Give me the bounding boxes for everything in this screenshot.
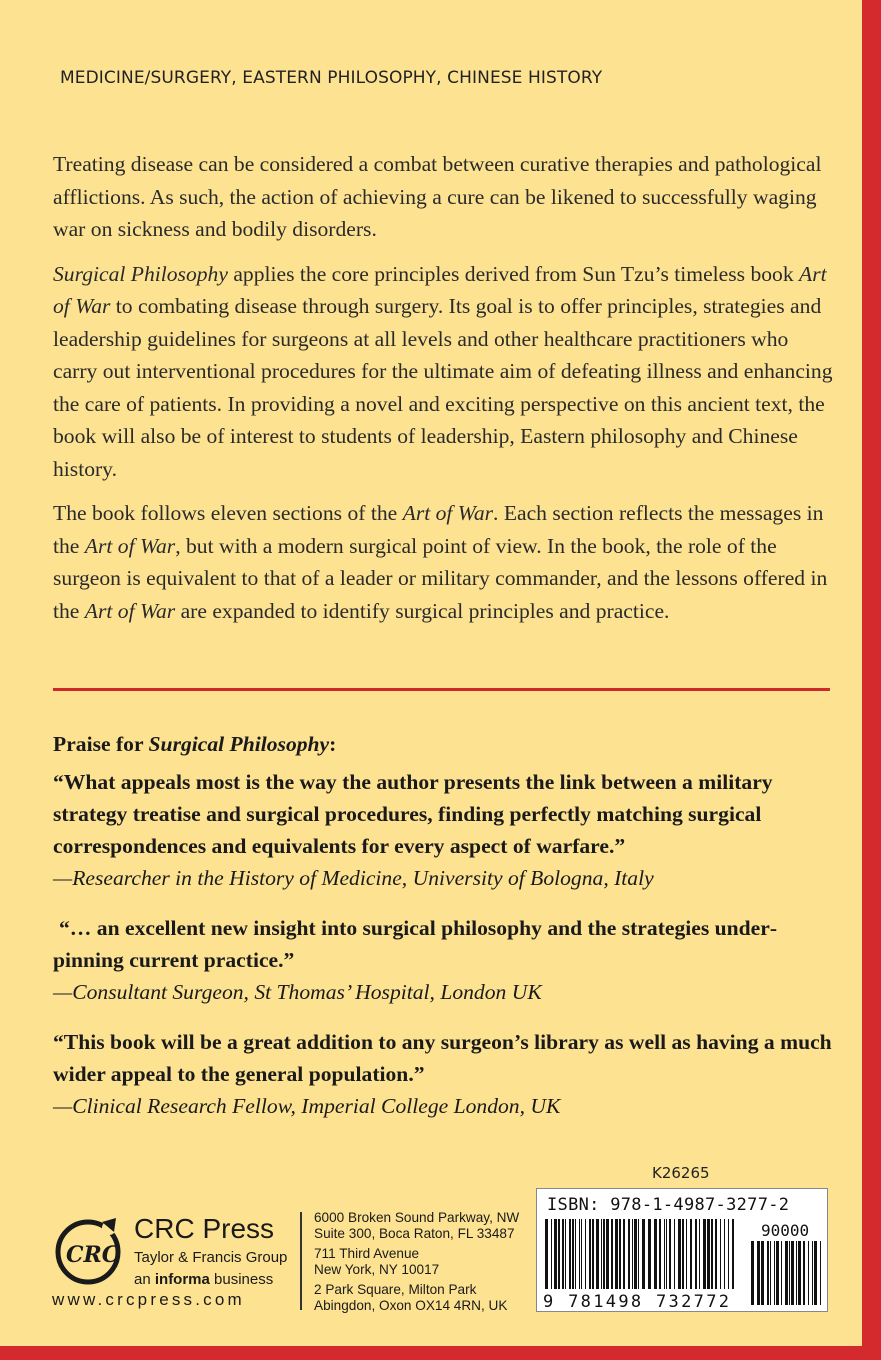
barcode-bar [812,1241,813,1305]
barcode-bar [589,1219,591,1289]
barcode-bar [791,1241,794,1305]
barcode-bar [711,1219,713,1289]
barcode-bar [659,1219,661,1289]
barcode-bar [757,1241,760,1305]
barcode-bar [551,1219,552,1289]
barcode-bar [554,1219,557,1289]
barcode-bar [720,1219,721,1289]
address-block: 6000 Broken Sound Parkway, NW Suite 300, Boca Raton, FL 33487 [314,1210,520,1241]
praise-quote [53,1026,833,1122]
barcode-bar [796,1241,797,1305]
barcode-bar [628,1219,630,1289]
barcode-bar [562,1219,564,1289]
barcode-bar [808,1241,809,1305]
address-block: 2 Park Square, Milton Park Abingdon, Oxon OX14 4RN, UK [314,1282,508,1313]
barcode-bar [581,1219,582,1289]
barcode-bar [678,1219,681,1289]
barcode-bar [545,1219,548,1289]
barcode-bar [732,1219,734,1289]
barcode-bar [592,1219,594,1289]
barcode-bar [814,1241,817,1305]
barcode-bar [601,1219,602,1289]
barcode-bar [603,1219,605,1289]
barcode-bar [703,1219,706,1289]
praise-heading: Praise for Surgical Philosophy: [53,732,337,756]
barcode-bar [569,1219,571,1289]
publisher-brand [134,1214,287,1291]
barcode-bar [767,1241,769,1305]
barcode-bar [715,1219,717,1289]
barcode-bar [632,1219,633,1289]
barcode-bar [666,1219,667,1289]
quote-source: —Clinical Research Fellow, Imperial College London, UK [53,1094,561,1118]
barcode-bar [619,1219,621,1289]
publisher-group: Taylor & Francis Group [134,1249,288,1266]
address-block: 711 Third Avenue New York, NY 10017 [314,1246,440,1277]
publisher-business: an informa business [134,1271,274,1288]
barcode-bar [638,1219,639,1289]
barcode-addon-bars [751,1241,821,1305]
blurb [53,148,833,639]
barcode-bar [751,1241,754,1305]
praise-section [53,728,833,1140]
isbn-barcode [536,1188,828,1312]
barcode-bar [623,1219,625,1289]
barcode-bar [664,1219,665,1289]
crc-logo [54,1214,126,1286]
quote-source: —Researcher in the History of Medicine, University of Bologna, Italy [53,866,654,890]
barcode-bar [789,1241,790,1305]
barcode-bar [785,1241,788,1305]
book-title: Surgical Philosophy [53,261,228,286]
blurb-paragraph-2: Surgical Philosophy applies the core principles derived from Sun Tzu’s timeless book Art of War to combating disease through surgery. Its goal is to offer principles, strategies and leadership guidelines for surgeons at all levels and other healthcare practitioners who carry out interventional procedures for the ultimate aim of defeating illness and enhancing the care of patients. In providing a novel and exciting perspective on this ancient text, the book will also be of interest to students of leadership, Eastern philosophy and Chinese history. [53,261,833,481]
praise-quote [53,766,833,894]
barcode-bar [774,1241,775,1305]
praise-quote [53,912,833,1008]
barcode-bar [728,1219,729,1289]
logo-lettering: CRC [66,1242,120,1268]
barcode-bar [674,1219,675,1289]
publisher-website[interactable]: www.crcpress.com [52,1290,245,1309]
barcode-bar [798,1241,801,1305]
barcode-bar [724,1219,725,1289]
barcode-graphic [537,1189,829,1313]
barcode-bar [770,1241,771,1305]
barcode-bar [761,1241,764,1305]
product-code: K26265 [652,1164,710,1182]
divider-rule [53,688,830,691]
barcode-bar [611,1219,613,1289]
barcode-bar [596,1219,599,1289]
quote-source: —Consultant Surgeon, St Thomas’ Hospital, London UK [53,980,542,1004]
barcode-bar [820,1241,821,1305]
source-book-title: Art of War [53,261,827,318]
barcode-bar [690,1219,692,1289]
publisher-name: CRC Press [134,1213,275,1244]
barcode-bar [575,1219,576,1289]
barcode-bar [682,1219,684,1289]
barcode-main-bars [545,1219,734,1289]
category-line: MEDICINE/SURGERY, EASTERN PHILOSOPHY, CHINESE HISTORY [60,68,603,88]
quote-text: “… an excellent new insight into surgical philosophy and the strategies underpinning current practice.” [53,916,778,972]
barcode-bar [634,1219,637,1289]
addon-number: 90000 [761,1221,810,1240]
barcode-bar [776,1241,779,1305]
publisher-divider [300,1212,302,1310]
barcode-bar [615,1219,618,1289]
quote-text: “This book will be a great addition to any surgeon’s library as well as having a much wider appeal to the general population.” [53,1030,832,1086]
blurb-paragraph-1: Treating disease can be considered a combat between curative therapies and pathological afflictions. As such, the action of achieving a cure can be likened to successfully waging war on sickness and bodily disorders. [53,152,822,241]
barcode-digits: 9 781498 732772 [543,1292,729,1312]
blurb-paragraph-3: The book follows eleven sections of the Art of War. Each section reflects the messages in the Art of War, but with a modern surgical point of view. In the book, the role of the surgeon is equivalent to that of a leader or military commander, and the lessons offered in the Art of War are expanded to identify surgical principles and practice. [53,501,828,623]
publisher-addresses [314,1210,519,1318]
barcode-bar [803,1241,805,1305]
barcode-bar [585,1219,586,1289]
quote-text: “What appeals most is the way the author presents the link between a military strategy treatise and surgical procedures, finding perfectly matching surgical correspondences and equivalents for every aspect of warfare.” [53,770,773,858]
barcode-bar [579,1219,580,1289]
barcode-bar [606,1219,609,1289]
barcode-bar [707,1219,710,1289]
barcode-bar [558,1219,560,1289]
barcode-bar [654,1219,657,1289]
barcode-bar [686,1219,687,1289]
barcode-bar [565,1219,566,1289]
barcode-bar [695,1219,697,1289]
barcode-bar [781,1241,782,1305]
isbn-number: ISBN: 978-1-4987-3277-2 [547,1195,790,1215]
barcode-bar [648,1219,651,1289]
barcode-bar [699,1219,700,1289]
barcode-bar [642,1219,645,1289]
barcode-bar [572,1219,574,1289]
barcode-bar [669,1219,671,1289]
